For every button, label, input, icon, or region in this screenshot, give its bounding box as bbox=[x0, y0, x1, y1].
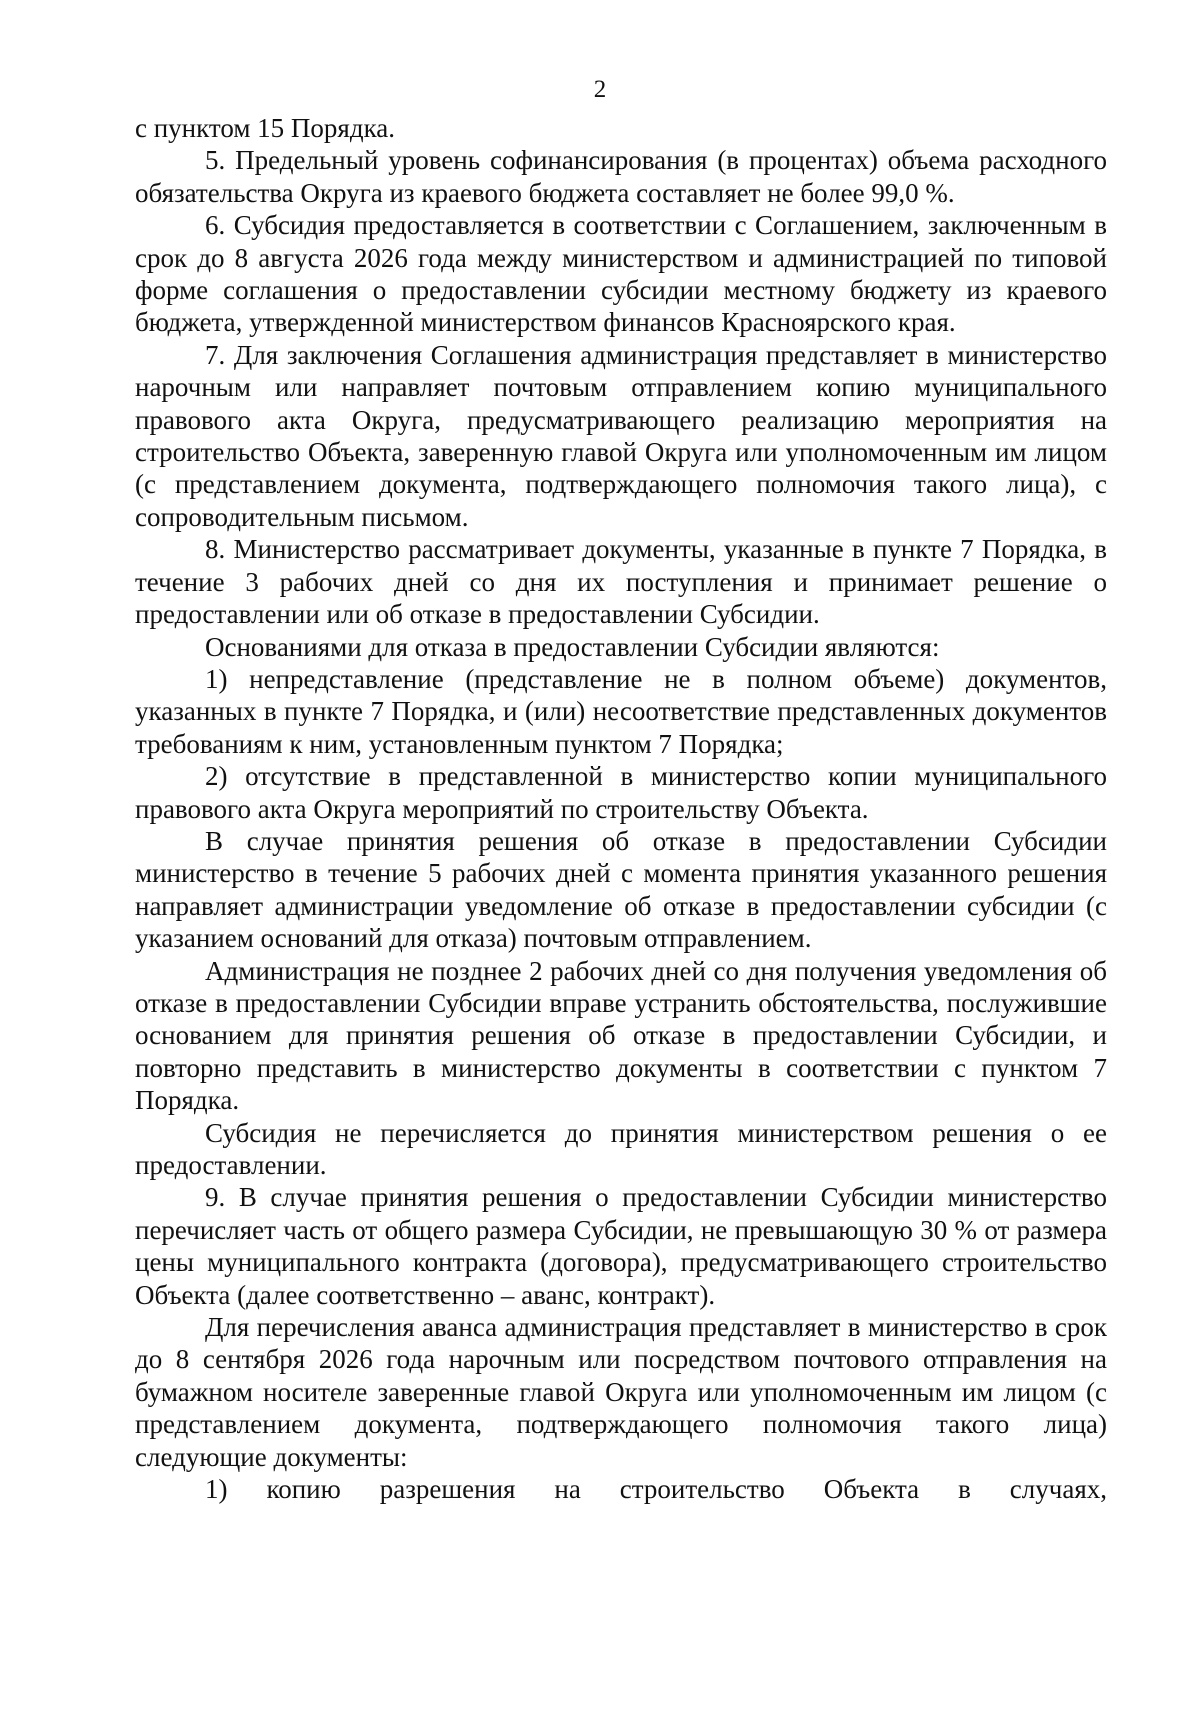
paragraph-resubmission: Администрация не позднее 2 рабочих дней со дня получения уведомления об отказе в предоставлении Субсидии вправе устранить обстоятельства, послужившие основанием для принятия решения об отказе в предоставлении Субсидии, и повторно представить в министерство документы в соответствии с пунктом 7 Порядка. bbox=[135, 955, 1107, 1116]
paragraph-item-7: 7. Для заключения Соглашения администрация представляет в министерство нарочным или направляет почтовым отправлением копию муниципального правового акта Округа, предусматривающего реализацию мероприятия на строительство Объекта, заверенную главой Округа или уполномоченным им лицом (с представлением документа, подтверждающего полномочия такого лица), с сопроводительным письмом. bbox=[135, 339, 1107, 532]
document-body bbox=[135, 112, 1107, 1505]
paragraph-item-5: 5. Предельный уровень софинансирования (в процентах) объема расходного обязательства Округа из краевого бюджета составляет не более 99,0 %. bbox=[135, 145, 1107, 208]
paragraph-item-8: 8. Министерство рассматривает документы, указанные в пункте 7 Порядка, в течение 3 рабочих дней со дня их поступления и принимает решение о предоставлении или об отказе в предоставлении Субсидии. bbox=[135, 534, 1107, 630]
paragraph-advance-documents: Для перечисления аванса администрация представляет в министерство в срок до 8 сентября 2026 года нарочным или посредством почтового отправления на бумажном носителе заверенные главой Округа или уполномоченным им лицом (с представлением документа, подтверждающего полномочия такого лица) следующие документы: bbox=[135, 1312, 1107, 1472]
paragraph-refusal-ground-2: 2) отсутствие в представленной в министерство копии муниципального правового акта Округа мероприятий по строительству Объекта. bbox=[135, 761, 1107, 824]
paragraph-document-list-1: 1) копию разрешения на строительство Объекта в случаях, bbox=[205, 1474, 1107, 1505]
paragraph-item-6: 6. Субсидия предоставляется в соответствии с Соглашением, заключенным в срок до 8 августа 2026 года между министерством и администрацией по типовой форме соглашения о предоставлении субсидии местному бюджету из краевого бюджета, утвержденной министерством финансов Красноярского края. bbox=[135, 210, 1107, 338]
page-number: 2 bbox=[593, 76, 607, 103]
paragraph-continuation: с пунктом 15 Порядка. bbox=[135, 113, 396, 143]
paragraph-refusal-ground-1: 1) непредставление (представление не в полном объеме) документов, указанных в пункте 7 Порядка, и (или) несоответствие представленных документов требованиям к ним, установленным пунктом 7 Порядка; bbox=[135, 663, 1107, 759]
paragraph-refusal-grounds-intro: Основаниями для отказа в предоставлении Субсидии являются: bbox=[205, 631, 940, 662]
paragraph-no-transfer: Субсидия не перечисляется до принятия министерством решения о ее предоставлении. bbox=[135, 1117, 1107, 1180]
paragraph-item-9: 9. В случае принятия решения о предоставлении Субсидии министерство перечисляет часть от общего размера Субсидии, не превышающую 30 % от размера цены муниципального контракта (договора), предусматривающего строительство Объекта (далее соответственно – аванс, контракт). bbox=[135, 1182, 1107, 1310]
paragraph-refusal-notice: В случае принятия решения об отказе в предоставлении Субсидии министерство в течение 5 рабочих дней с момента принятия указанного решения направляет администрации уведомление об отказе в предоставлении субсидии (с указанием оснований для отказа) почтовым отправлением. bbox=[135, 825, 1107, 954]
